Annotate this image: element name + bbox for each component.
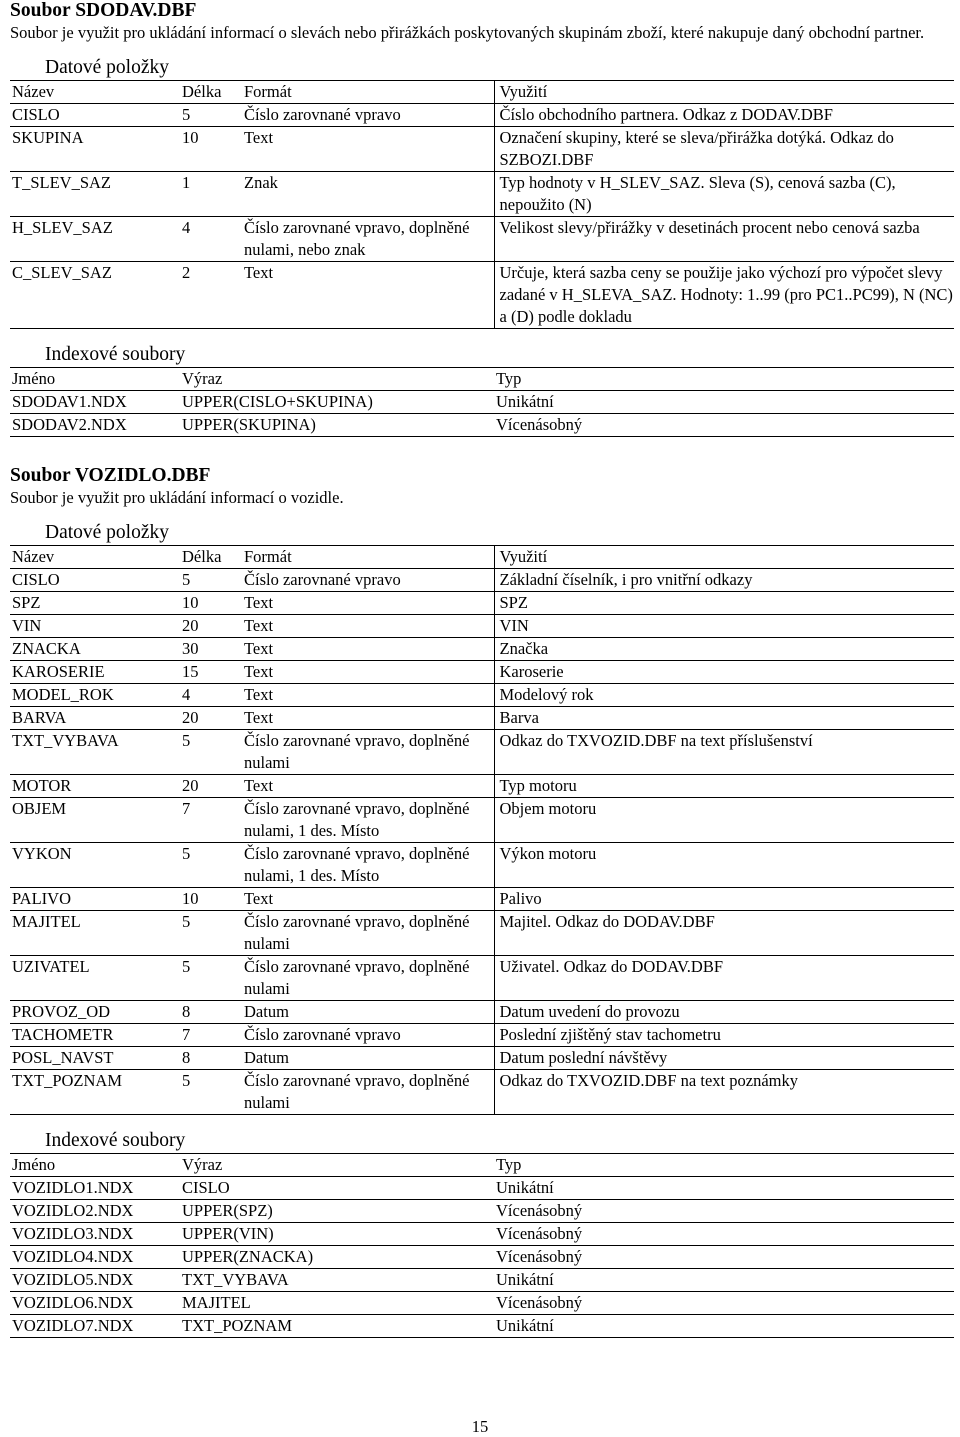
section-title: Soubor VOZIDLO.DBF: [10, 465, 211, 486]
table-cell: Text: [242, 615, 494, 638]
table-cell: Vícenásobný: [494, 1200, 954, 1223]
table-cell: Znak: [242, 172, 494, 217]
index-row: [10, 391, 954, 414]
table-header-row: [10, 1154, 954, 1177]
field-row: [10, 1047, 954, 1070]
field-row: [10, 569, 954, 592]
index-row: [10, 1223, 954, 1246]
table-cell: Typ hodnoty v H_SLEV_SAZ. Sleva (S), cenová sazba (C), nepoužito (N): [494, 172, 954, 217]
table-cell: Barva: [494, 707, 954, 730]
table-cell: UPPER(CISLO+SKUPINA): [180, 391, 494, 414]
table-cell: VIN: [10, 615, 180, 638]
table-cell: POSL_NAVST: [10, 1047, 180, 1070]
field-row: [10, 888, 954, 911]
index-row: [10, 414, 954, 437]
table-cell: 30: [180, 638, 242, 661]
table-cell: Uživatel. Odkaz do DODAV.DBF: [494, 956, 954, 1001]
table-cell: Číslo zarovnané vpravo, doplněné nulami, 1 des. Místo: [242, 798, 494, 843]
table-header-row: [10, 81, 954, 104]
table-cell: UZIVATEL: [10, 956, 180, 1001]
table-cell: CISLO: [10, 569, 180, 592]
index-heading: Indexové soubory: [45, 344, 186, 365]
table-cell: MODEL_ROK: [10, 684, 180, 707]
table-cell: TXT_VYBAVA: [180, 1269, 494, 1292]
section-description: Soubor je využit pro ukládání informací o vozidle.: [10, 488, 344, 507]
table-cell: PROVOZ_OD: [10, 1001, 180, 1024]
table-cell: Číslo zarovnané vpravo: [242, 1024, 494, 1047]
table-cell: PALIVO: [10, 888, 180, 911]
table-cell: 8: [180, 1047, 242, 1070]
table-cell: Vícenásobný: [494, 1246, 954, 1269]
field-row: [10, 1001, 954, 1024]
field-row: [10, 1070, 954, 1115]
table-cell: Vícenásobný: [494, 414, 954, 437]
table-cell: Objem motoru: [494, 798, 954, 843]
table-cell: Text: [242, 592, 494, 615]
table-cell: Karoserie: [494, 661, 954, 684]
table-cell: Unikátní: [494, 1315, 954, 1338]
table-cell: SPZ: [494, 592, 954, 615]
table-cell: Značka: [494, 638, 954, 661]
table-cell: VIN: [494, 615, 954, 638]
field-row: [10, 638, 954, 661]
field-row: [10, 217, 954, 262]
field-row: [10, 615, 954, 638]
table-cell: Odkaz do TXVOZID.DBF na text příslušenství: [494, 730, 954, 775]
section-sdodav: [10, 0, 954, 437]
section-description: Soubor je využit pro ukládání informací o slevách nebo přirážkách poskytovaných skupinám zboží, které nakupuje daný obchodní partner.: [10, 23, 925, 42]
table-cell: VOZIDLO7.NDX: [10, 1315, 180, 1338]
table-cell: Číslo obchodního partnera. Odkaz z DODAV.DBF: [494, 104, 954, 127]
index-row: [10, 1200, 954, 1223]
table-cell: BARVA: [10, 707, 180, 730]
table-cell: 5: [180, 104, 242, 127]
table-cell: TXT_POZNAM: [180, 1315, 494, 1338]
table-cell: 1: [180, 172, 242, 217]
table-cell: Číslo zarovnané vpravo, doplněné nulami: [242, 911, 494, 956]
index-row: [10, 1269, 954, 1292]
table-cell: Poslední zjištěný stav tachometru: [494, 1024, 954, 1047]
table-cell: Majitel. Odkaz do DODAV.DBF: [494, 911, 954, 956]
table-cell: Text: [242, 127, 494, 172]
table-cell: VOZIDLO5.NDX: [10, 1269, 180, 1292]
table-cell: Unikátní: [494, 1269, 954, 1292]
table-cell: Text: [242, 262, 494, 329]
field-row: [10, 262, 954, 329]
table-cell: CISLO: [180, 1177, 494, 1200]
table-cell: Palivo: [494, 888, 954, 911]
field-row: [10, 1024, 954, 1047]
table-cell: MAJITEL: [10, 911, 180, 956]
column-header: Typ: [494, 1154, 954, 1177]
table-cell: VOZIDLO6.NDX: [10, 1292, 180, 1315]
table-cell: 20: [180, 707, 242, 730]
table-cell: 5: [180, 569, 242, 592]
table-cell: Výkon motoru: [494, 843, 954, 888]
table-cell: T_SLEV_SAZ: [10, 172, 180, 217]
column-header: Jméno: [10, 1154, 180, 1177]
column-header: Název: [10, 81, 180, 104]
table-cell: CISLO: [10, 104, 180, 127]
table-cell: Unikátní: [494, 391, 954, 414]
table-cell: 5: [180, 843, 242, 888]
table-cell: VOZIDLO2.NDX: [10, 1200, 180, 1223]
index-row: [10, 1177, 954, 1200]
table-cell: SKUPINA: [10, 127, 180, 172]
table-cell: Číslo zarovnané vpravo, doplněné nulami: [242, 1070, 494, 1115]
index-table: [10, 367, 954, 437]
table-cell: Unikátní: [494, 1177, 954, 1200]
column-header: Typ: [494, 368, 954, 391]
table-cell: Označení skupiny, které se sleva/přirážka dotýká. Odkaz do SZBOZI.DBF: [494, 127, 954, 172]
table-cell: Modelový rok: [494, 684, 954, 707]
table-cell: UPPER(ZNACKA): [180, 1246, 494, 1269]
index-table: [10, 1153, 954, 1338]
table-cell: OBJEM: [10, 798, 180, 843]
table-cell: Datum: [242, 1047, 494, 1070]
table-cell: Text: [242, 775, 494, 798]
table-cell: C_SLEV_SAZ: [10, 262, 180, 329]
table-cell: VOZIDLO4.NDX: [10, 1246, 180, 1269]
table-cell: Text: [242, 707, 494, 730]
index-row: [10, 1246, 954, 1269]
column-header: Délka: [180, 546, 242, 569]
table-cell: 5: [180, 956, 242, 1001]
column-header: Výraz: [180, 1154, 494, 1177]
table-cell: UPPER(VIN): [180, 1223, 494, 1246]
column-header: Název: [10, 546, 180, 569]
table-cell: 5: [180, 1070, 242, 1115]
table-cell: 10: [180, 127, 242, 172]
table-cell: Datum: [242, 1001, 494, 1024]
field-row: [10, 775, 954, 798]
table-cell: UPPER(SPZ): [180, 1200, 494, 1223]
table-cell: Velikost slevy/přirážky v desetinách procent nebo cenová sazba: [494, 217, 954, 262]
table-cell: Číslo zarovnané vpravo: [242, 569, 494, 592]
table-cell: SPZ: [10, 592, 180, 615]
table-cell: 8: [180, 1001, 242, 1024]
table-cell: 7: [180, 1024, 242, 1047]
table-cell: 4: [180, 684, 242, 707]
table-cell: ZNACKA: [10, 638, 180, 661]
table-cell: MAJITEL: [180, 1292, 494, 1315]
column-header: Využití: [494, 546, 954, 569]
table-cell: Text: [242, 638, 494, 661]
table-cell: Číslo zarovnané vpravo, doplněné nulami: [242, 730, 494, 775]
table-cell: VOZIDLO3.NDX: [10, 1223, 180, 1246]
table-cell: Vícenásobný: [494, 1292, 954, 1315]
document-page: [10, 0, 954, 1338]
field-row: [10, 104, 954, 127]
table-cell: Datum uvedení do provozu: [494, 1001, 954, 1024]
table-cell: Odkaz do TXVOZID.DBF na text poznámky: [494, 1070, 954, 1115]
table-cell: KAROSERIE: [10, 661, 180, 684]
field-row: [10, 127, 954, 172]
table-cell: MOTOR: [10, 775, 180, 798]
index-row: [10, 1315, 954, 1338]
column-header: Délka: [180, 81, 242, 104]
table-cell: Text: [242, 888, 494, 911]
fields-heading: Datové položky: [45, 57, 170, 78]
table-header-row: [10, 546, 954, 569]
column-header: Formát: [242, 546, 494, 569]
table-cell: 5: [180, 911, 242, 956]
table-cell: Číslo zarovnané vpravo, doplněné nulami, nebo znak: [242, 217, 494, 262]
table-cell: Číslo zarovnané vpravo, doplněné nulami, 1 des. Místo: [242, 843, 494, 888]
table-cell: Datum poslední návštěvy: [494, 1047, 954, 1070]
field-row: [10, 661, 954, 684]
table-cell: H_SLEV_SAZ: [10, 217, 180, 262]
fields-table: [10, 545, 954, 1115]
index-row: [10, 1292, 954, 1315]
table-header-row: [10, 368, 954, 391]
table-cell: TXT_POZNAM: [10, 1070, 180, 1115]
table-cell: VOZIDLO1.NDX: [10, 1177, 180, 1200]
section-title: Soubor SDODAV.DBF: [10, 0, 197, 21]
field-row: [10, 172, 954, 217]
table-cell: Text: [242, 684, 494, 707]
table-cell: Základní číselník, i pro vnitřní odkazy: [494, 569, 954, 592]
table-cell: Určuje, která sazba ceny se použije jako výchozí pro výpočet slevy zadané v H_SLEVA_SAZ. Hodnoty: 1..99 (pro PC1..PC99), N (NC) a (D) podle dokladu: [494, 262, 954, 329]
fields-heading: Datové položky: [45, 522, 170, 543]
field-row: [10, 684, 954, 707]
field-row: [10, 843, 954, 888]
table-cell: 4: [180, 217, 242, 262]
field-row: [10, 592, 954, 615]
table-cell: Vícenásobný: [494, 1223, 954, 1246]
table-cell: 20: [180, 615, 242, 638]
table-cell: Typ motoru: [494, 775, 954, 798]
table-cell: UPPER(SKUPINA): [180, 414, 494, 437]
table-cell: VYKON: [10, 843, 180, 888]
table-cell: Číslo zarovnané vpravo, doplněné nulami: [242, 956, 494, 1001]
table-cell: 7: [180, 798, 242, 843]
field-row: [10, 730, 954, 775]
table-cell: 15: [180, 661, 242, 684]
table-cell: 20: [180, 775, 242, 798]
index-heading: Indexové soubory: [45, 1130, 186, 1151]
table-cell: Číslo zarovnané vpravo: [242, 104, 494, 127]
table-cell: Text: [242, 661, 494, 684]
section-vozidlo: [10, 465, 954, 1338]
field-row: [10, 956, 954, 1001]
table-cell: TXT_VYBAVA: [10, 730, 180, 775]
page-number: 15: [471, 1417, 489, 1436]
column-header: Formát: [242, 81, 494, 104]
table-cell: 10: [180, 888, 242, 911]
field-row: [10, 911, 954, 956]
column-header: Jméno: [10, 368, 180, 391]
table-cell: TACHOMETR: [10, 1024, 180, 1047]
table-cell: 5: [180, 730, 242, 775]
table-cell: SDODAV1.NDX: [10, 391, 180, 414]
column-header: Využití: [494, 81, 954, 104]
column-header: Výraz: [180, 368, 494, 391]
field-row: [10, 707, 954, 730]
table-cell: 2: [180, 262, 242, 329]
field-row: [10, 798, 954, 843]
table-cell: 10: [180, 592, 242, 615]
table-cell: SDODAV2.NDX: [10, 414, 180, 437]
fields-table: [10, 80, 954, 329]
